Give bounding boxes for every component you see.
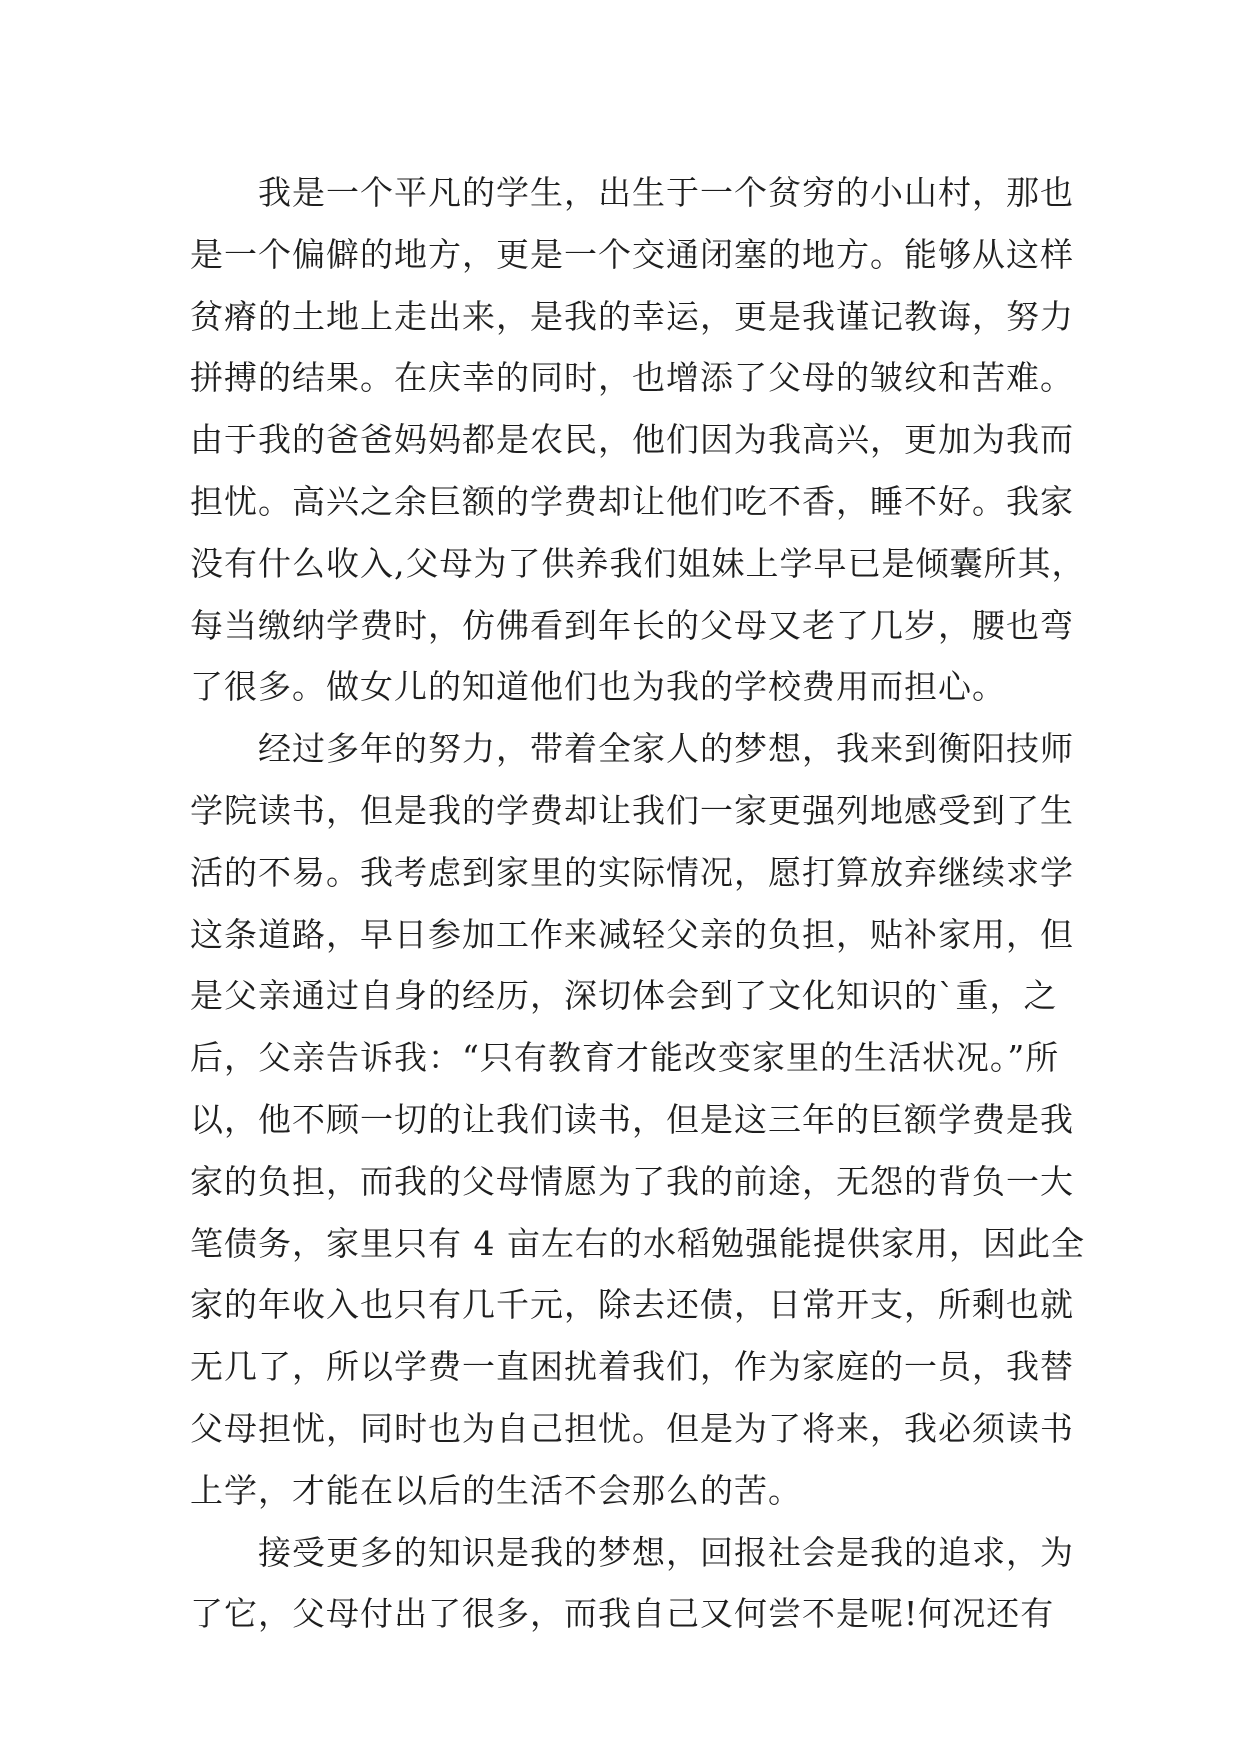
text-line: 贫瘠的土地上走出来，是我的幸运，更是我谨记教诲，努力 [190,296,1074,336]
text-line: 每当缴纳学费时，仿佛看到年长的父母又老了几岁，腰也弯 [190,605,1074,645]
text-line: 以，他不顾一切的让我们读书，但是这三年的巨额学费是我 [190,1099,1074,1139]
essay-body [190,162,1086,1645]
text-line: 没有什么收入,父母为了供养我们姐妹上学早已是倾囊所其， [190,543,1086,583]
text-line: 我是一个平凡的学生，出生于一个贫穷的小山村，那也 [190,173,1074,212]
text-line: 拼搏的结果。在庆幸的同时，也增添了父母的皱纹和苦难。 [190,358,1074,398]
text-line: 接受更多的知识是我的梦想，回报社会是我的追求，为 [190,1532,1074,1572]
text-line: 家的负担，而我的父母情愿为了我的前途，无怨的背负一大 [190,1161,1074,1201]
text-line: 是一个偏僻的地方，更是一个交通闭塞的地方。能够从这样 [190,234,1074,274]
text-line: 后，父亲告诉我：“只有教育才能改变家里的生活状况。”所 [190,1038,1060,1078]
text-line: 经过多年的努力，带着全家人的梦想，我来到衡阳技师 [190,729,1074,769]
text-line: 是父亲通过自身的经历，深切体会到了文化知识的`重，之 [190,976,1058,1016]
text-line: 了它，父母付出了很多，而我自己又何尝不是呢!何况还有 [190,1594,1055,1634]
text-line: 担忧。高兴之余巨额的学费却让他们吃不香，睡不好。我家 [190,481,1074,521]
text-line: 家的年收入也只有几千元，除去还债，日常开支，所剩也就 [190,1285,1074,1325]
text-line: 活的不易。我考虑到家里的实际情况，愿打算放弃继续求学 [190,852,1074,892]
text-line: 了很多。做女儿的知道他们也为我的学校费用而担心。 [190,667,1006,707]
text-line: 由于我的爸爸妈妈都是农民，他们因为我高兴，更加为我而 [190,420,1074,460]
text-line: 学院读书，但是我的学费却让我们一家更强列地感受到了生 [190,790,1074,830]
text-line: 这条道路，早日参加工作来减轻父亲的负担，贴补家用，但 [190,914,1074,954]
text-line: 笔债务，家里只有 4 亩左右的水稻勉强能提供家用，因此全 [190,1223,1085,1263]
text-line: 父母担忧，同时也为自己担忧。但是为了将来，我必须读书 [190,1408,1074,1448]
text-line: 无几了，所以学费一直困扰着我们，作为家庭的一员，我替 [190,1347,1074,1387]
text-line: 上学，才能在以后的生活不会那么的苦。 [190,1470,802,1510]
